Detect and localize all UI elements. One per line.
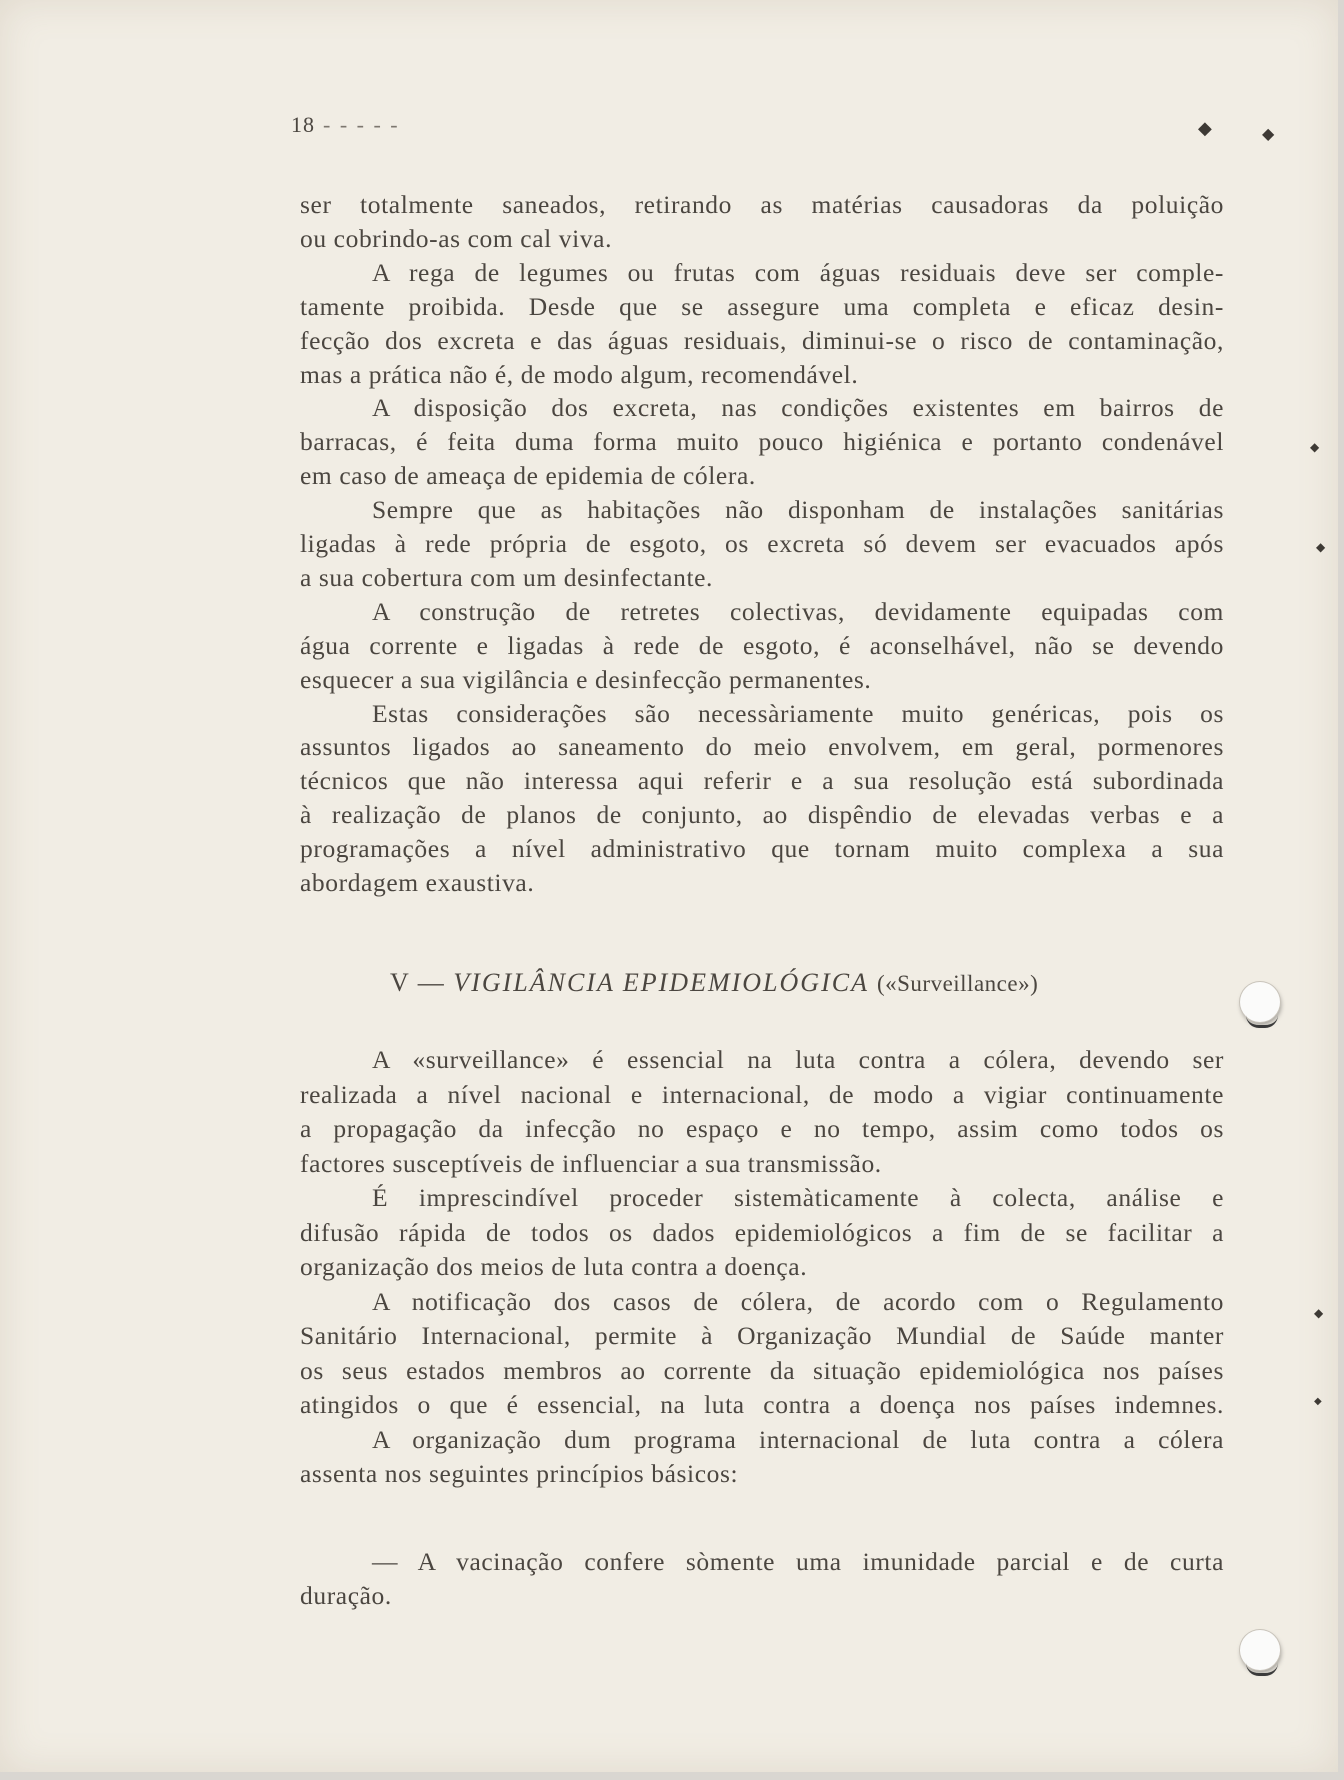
- paragraph-line: técnicos que não interessa aqui referir e a sua resolução está subordinada: [300, 766, 1224, 796]
- paragraph-line: Estas considerações são necessàriamente muito genéricas, pois os: [372, 698, 1224, 728]
- paragraph-line: em caso de ameaça de epidemia de cólera.: [300, 461, 756, 491]
- paragraph-line: assenta nos seguintes princípios básicos:: [300, 1459, 739, 1488]
- paragraph-line: factores susceptíveis de influenciar a sua transmissão.: [300, 1148, 882, 1178]
- section-prefix: V —: [390, 968, 454, 997]
- paragraph-line: A disposição dos excreta, nas condições existentes em bairros de: [372, 393, 1224, 423]
- paragraph-line: Sanitário Internacional, permite à Organização Mundial de Saúde manter: [300, 1321, 1224, 1350]
- paragraph-line: à realização de planos de conjunto, ao dispêndio de elevadas verbas e a: [300, 800, 1224, 830]
- section-title: VIGILÂNCIA EPIDEMIOLÓGICA: [453, 968, 869, 997]
- paragraph-line: A notificação dos casos de cólera, de acordo com o Regulamento: [372, 1286, 1224, 1316]
- paragraph-line: programações a nível administrativo que tornam muito complexa a sua: [300, 834, 1224, 864]
- paragraph-line: a propagação da infecção no espaço e no tempo, assim como todos os: [300, 1114, 1224, 1143]
- ink-mark: ◆: [1314, 1396, 1322, 1407]
- paragraph-line: os seus estados membros ao corrente da situação epidemiológica nos países: [300, 1355, 1224, 1385]
- paragraph-line: esquecer a sua vigilância e desinfecção permanentes.: [300, 664, 872, 694]
- paragraph-line: A rega de legumes ou frutas com águas residuais deve ser comple-: [372, 257, 1224, 287]
- paragraph-line: É imprescindível proceder sistemàticamente à colecta, análise e: [372, 1183, 1224, 1212]
- paragraph-line: tamente proibida. Desde que se assegure uma completa e eficaz desin-: [300, 291, 1224, 321]
- paragraph-line: ligadas à rede própria de esgoto, os excreta só devem ser evacuados após: [300, 529, 1224, 558]
- paragraph-line: fecção dos excreta e das águas residuais, diminui-se o risco de contaminação,: [300, 325, 1224, 355]
- section-subtitle: («Surveillance»): [876, 971, 1039, 996]
- ink-mark: ◆: [1198, 118, 1212, 138]
- ink-mark: ◆: [1316, 540, 1326, 554]
- page-number-value: 18: [291, 112, 315, 137]
- paragraph-line: água corrente e ligadas à rede de esgoto, é aconselhável, não se devendo: [300, 630, 1224, 660]
- section-heading: [390, 968, 1038, 998]
- paragraph-line: atingidos o que é essencial, na luta contra a doença nos países indemnes.: [300, 1390, 1224, 1419]
- paragraph-line: ser totalmente saneados, retirando as matérias causadoras da poluição: [300, 190, 1224, 219]
- paragraph-line: A organização dum programa internacional de luta contra a cólera: [372, 1424, 1224, 1454]
- paragraph-line: barracas, é feita duma forma muito pouco higiénica e portanto condenável: [300, 427, 1224, 457]
- page-number: [291, 112, 400, 138]
- punch-hole: [1240, 1630, 1280, 1670]
- paragraph-line: organização dos meios de luta contra a doença.: [300, 1252, 808, 1281]
- punch-hole: [1240, 982, 1280, 1022]
- page-number-dashes: - - - - -: [323, 112, 400, 137]
- list-item-line: — A vacinação confere sòmente uma imunidade parcial e de curta: [372, 1547, 1224, 1576]
- ink-mark: ◆: [1310, 440, 1320, 454]
- paragraph-line: ou cobrindo-as com cal viva.: [300, 223, 613, 253]
- paragraph-line: difusão rápida de todos os dados epidemiológicos a fim de se facilitar a: [300, 1217, 1224, 1247]
- paragraph-line: A «surveillance» é essencial na luta contra a cólera, devendo ser: [372, 1045, 1224, 1074]
- list-item-line: duração.: [300, 1581, 392, 1610]
- paragraph-line: realizada a nível nacional e internacional, de modo a vigiar continuamente: [300, 1079, 1224, 1109]
- paragraph-line: Sempre que as habitações não disponham de instalações sanitárias: [372, 495, 1224, 525]
- ink-mark: ◆: [1314, 1306, 1324, 1320]
- paragraph-line: assuntos ligados ao saneamento do meio envolvem, em geral, pormenores: [300, 732, 1224, 762]
- ink-mark: ◆: [1262, 126, 1275, 143]
- paragraph-line: abordagem exaustiva.: [300, 868, 535, 897]
- paragraph-line: a sua cobertura com um desinfectante.: [300, 562, 714, 592]
- paragraph-line: A construção de retretes colectivas, devidamente equipadas com: [372, 596, 1224, 626]
- paragraph-line: mas a prática não é, de modo algum, recomendável.: [300, 359, 859, 389]
